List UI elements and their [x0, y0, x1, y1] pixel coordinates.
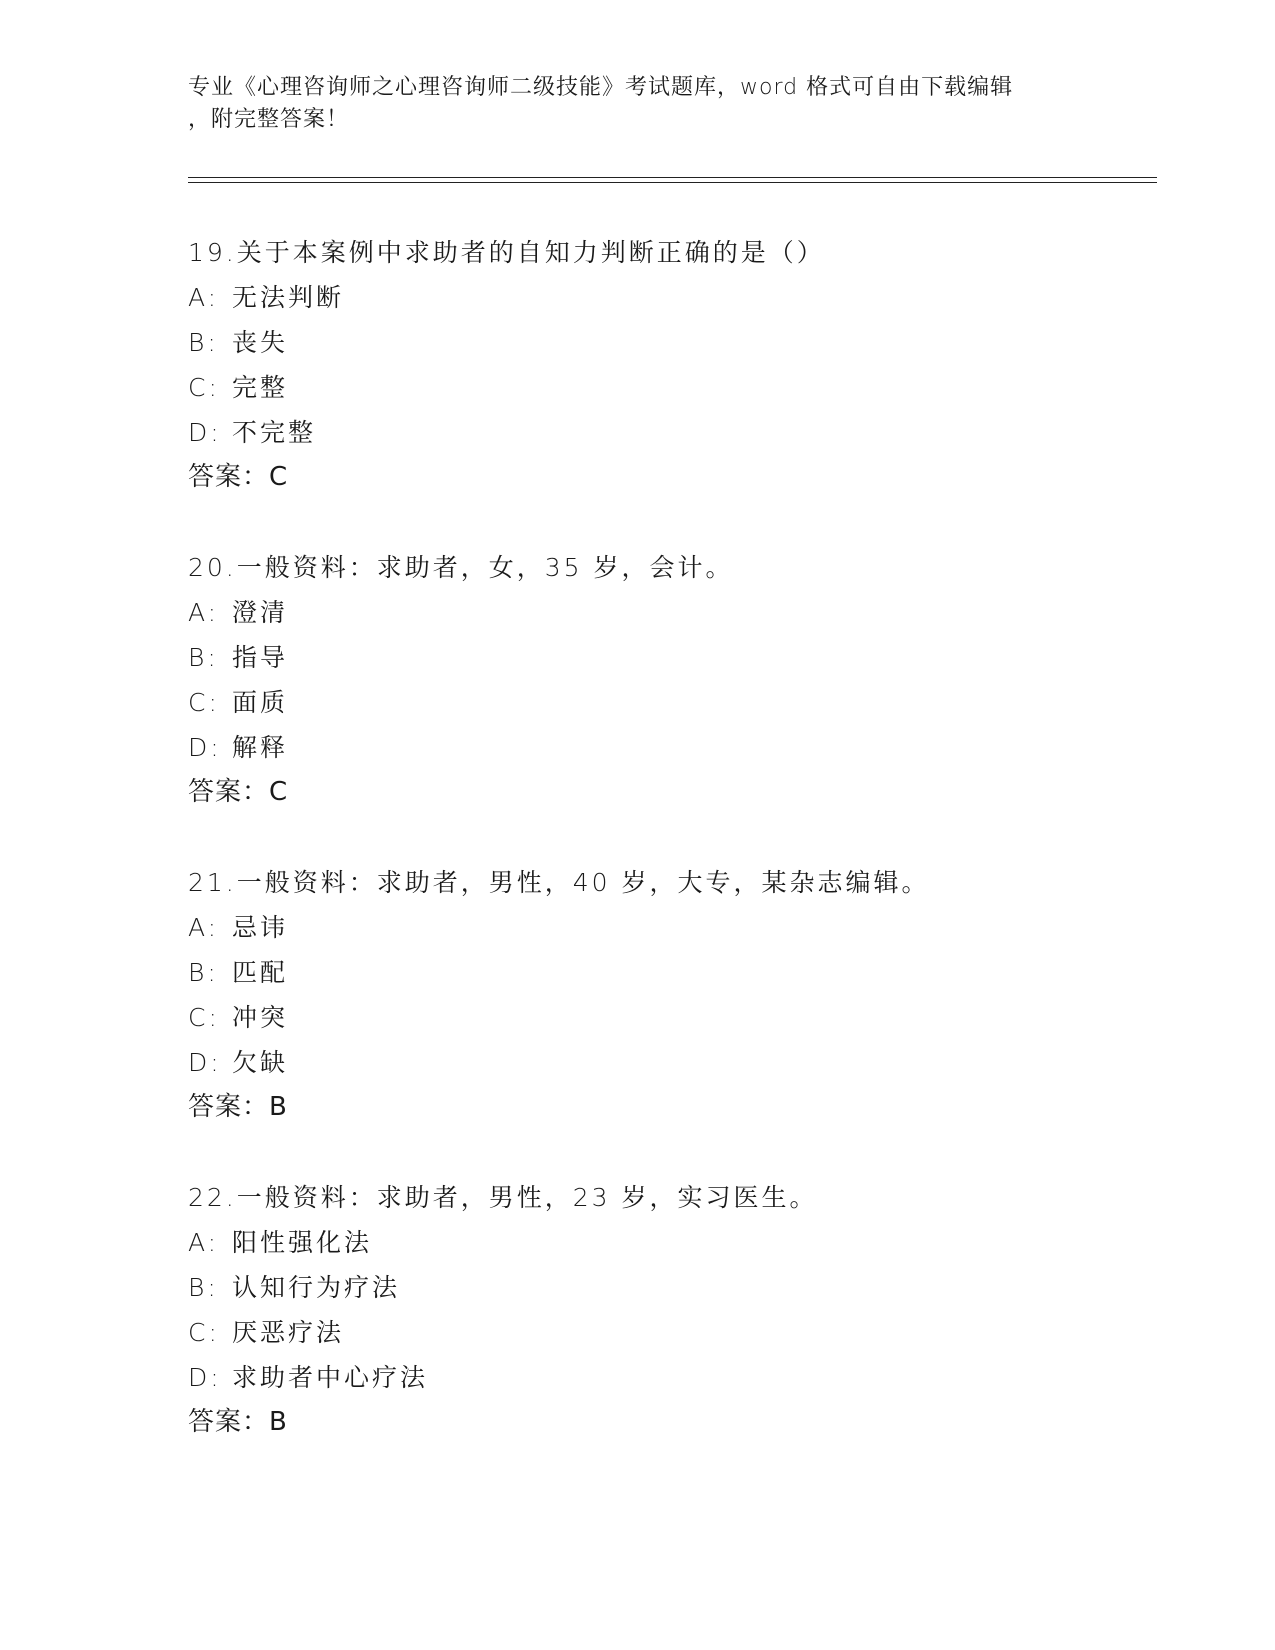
- option-letter: A:: [188, 1228, 220, 1257]
- option-letter: D:: [188, 733, 222, 762]
- option-c: [188, 372, 1148, 404]
- option-text: 冲突: [232, 1003, 289, 1032]
- option-text: 丧失: [232, 328, 289, 357]
- option-text: 面质: [232, 688, 289, 717]
- question-21: [188, 867, 1148, 1123]
- option-a: [188, 1227, 1148, 1259]
- header-line-2: ，附完整答案！: [188, 107, 350, 132]
- option-letter: B:: [188, 643, 219, 672]
- option-text: 无法判断: [232, 283, 345, 312]
- question-stem: 19.关于本案例中求助者的自知力判断正确的是（）: [188, 238, 825, 267]
- option-b: [188, 1272, 1148, 1304]
- option-letter: C:: [188, 373, 220, 402]
- header-line-1: 专业《心理咨询师之心理咨询师二级技能》考试题库，word 格式可自由下载编辑: [188, 75, 1014, 100]
- question-stem: 20.一般资料：求助者，女，35 岁，会计。: [188, 553, 734, 582]
- option-letter: C:: [188, 688, 220, 717]
- question-stem: 22.一般资料：求助者，男性，23 岁，实习医生。: [188, 1183, 818, 1212]
- answer: 答案：B: [188, 1092, 288, 1122]
- answer: 答案：B: [188, 1407, 288, 1437]
- option-b: [188, 957, 1148, 989]
- option-c: [188, 1002, 1148, 1034]
- header-divider-bottom: [188, 182, 1157, 183]
- question-22: [188, 1182, 1148, 1438]
- option-d: [188, 732, 1148, 764]
- option-letter: B:: [188, 1273, 219, 1302]
- option-text: 完整: [232, 373, 289, 402]
- option-b: [188, 642, 1148, 674]
- option-text: 不完整: [232, 418, 317, 447]
- option-c: [188, 687, 1148, 719]
- option-d: [188, 1362, 1148, 1394]
- option-a: [188, 282, 1148, 314]
- option-d: [188, 417, 1148, 449]
- answer: 答案：C: [188, 777, 289, 807]
- option-text: 欠缺: [232, 1048, 289, 1077]
- option-letter: C:: [188, 1003, 220, 1032]
- option-text: 匹配: [232, 958, 289, 987]
- option-letter: A:: [188, 283, 220, 312]
- option-b: [188, 327, 1148, 359]
- option-a: [188, 912, 1148, 944]
- document-header: [188, 72, 1088, 136]
- option-a: [188, 597, 1148, 629]
- option-letter: D:: [188, 1048, 222, 1077]
- option-letter: D:: [188, 1363, 222, 1392]
- option-letter: A:: [188, 598, 220, 627]
- option-text: 忌讳: [232, 913, 289, 942]
- question-19: [188, 237, 1148, 493]
- option-letter: A:: [188, 913, 220, 942]
- question-stem: 21.一般资料：求助者，男性，40 岁，大专，某杂志编辑。: [188, 868, 930, 897]
- option-text: 澄清: [232, 598, 289, 627]
- option-text: 阳性强化法: [232, 1228, 373, 1257]
- option-text: 指导: [232, 643, 289, 672]
- option-text: 厌恶疗法: [232, 1318, 345, 1347]
- option-letter: B:: [188, 328, 219, 357]
- answer: 答案：C: [188, 462, 289, 492]
- header-divider-top: [188, 177, 1157, 178]
- option-letter: C:: [188, 1318, 220, 1347]
- option-text: 认知行为疗法: [232, 1273, 401, 1302]
- option-text: 求助者中心疗法: [232, 1363, 429, 1392]
- option-d: [188, 1047, 1148, 1079]
- option-c: [188, 1317, 1148, 1349]
- question-20: [188, 552, 1148, 808]
- option-text: 解释: [232, 733, 289, 762]
- option-letter: B:: [188, 958, 219, 987]
- option-letter: D:: [188, 418, 222, 447]
